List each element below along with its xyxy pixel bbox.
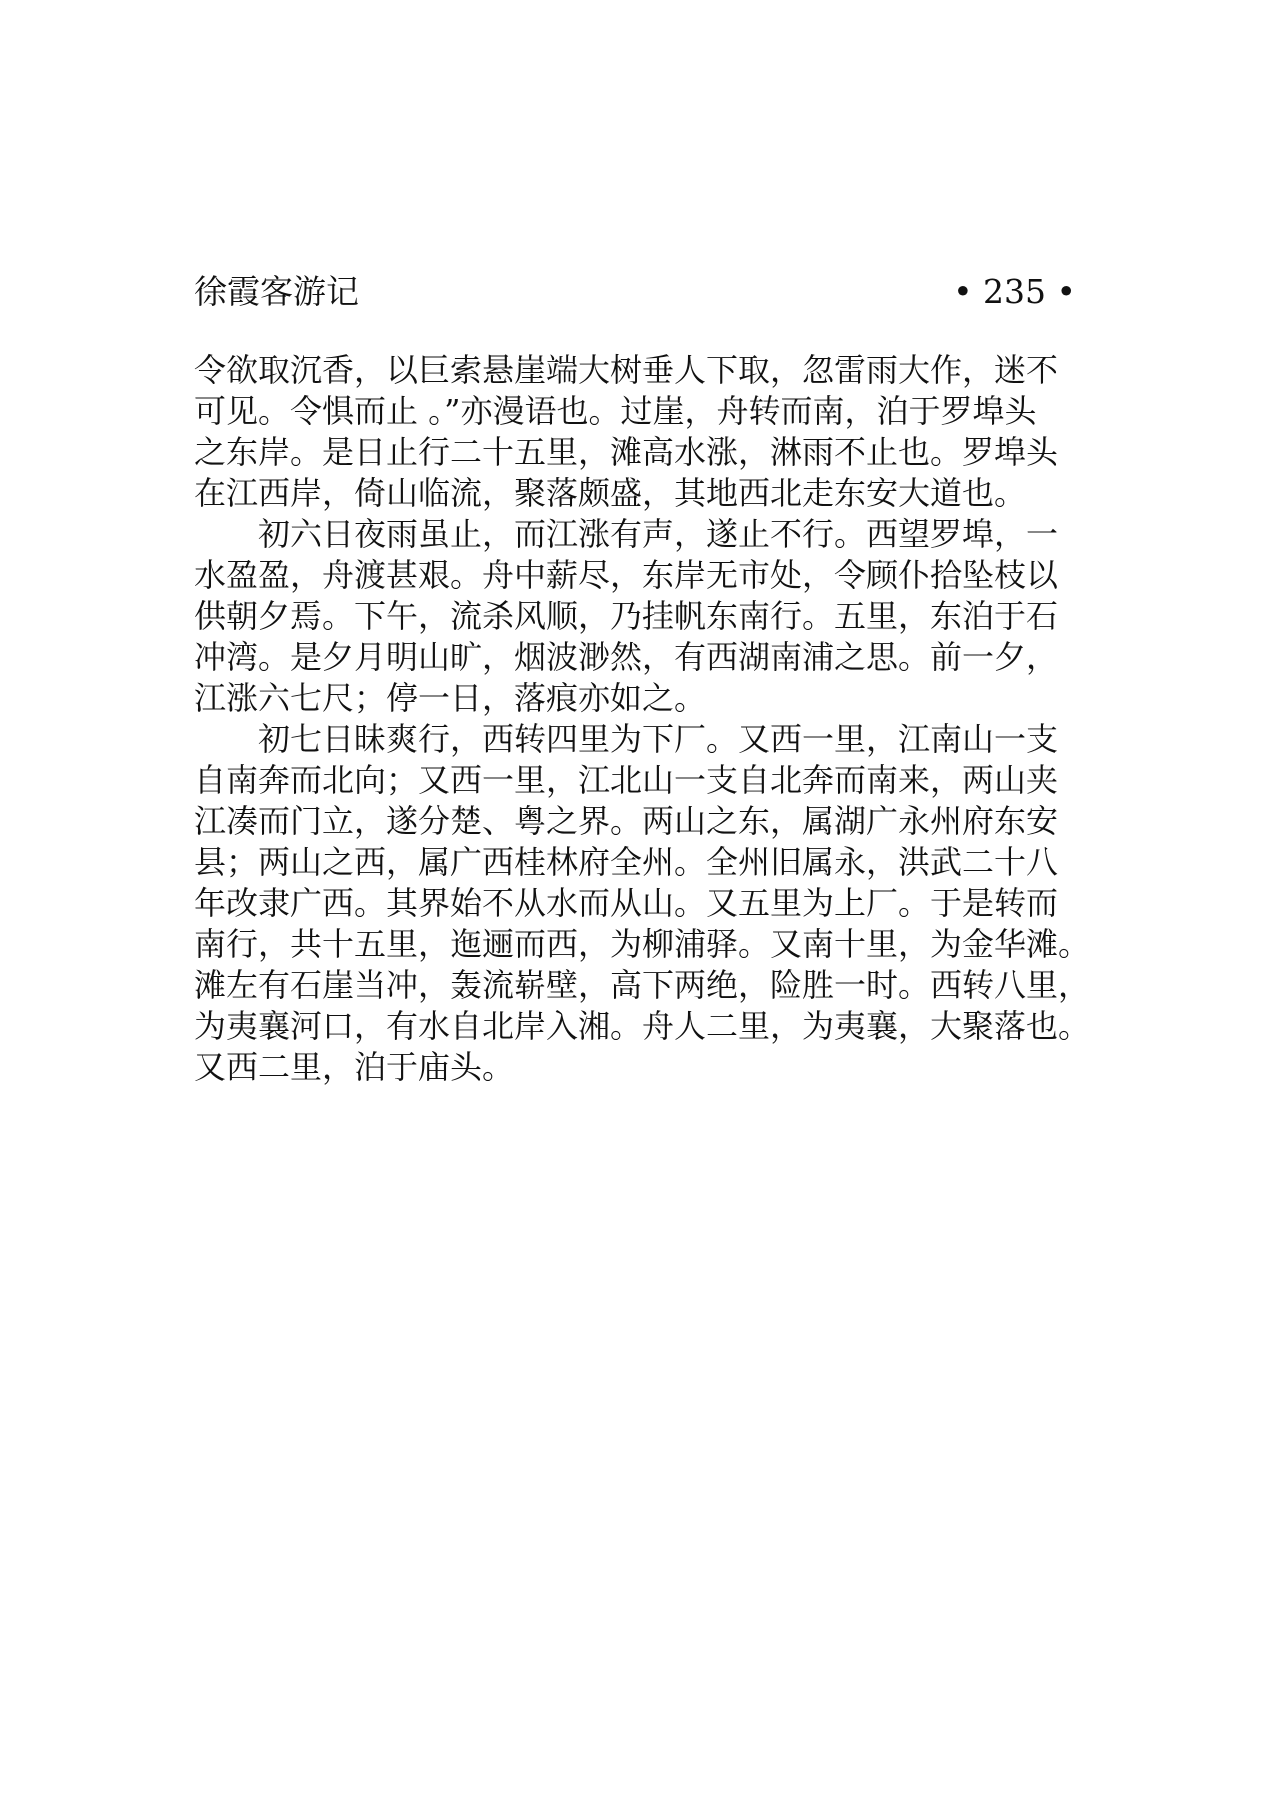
text-line: 初六日夜雨虽止，而江涨有声，遂止不行。西望罗埠，一 [194,515,1059,553]
text-line: 可见。令惧而止 。”亦漫语也。过崖，舟转而南，泊于罗埠头 [194,392,1037,430]
text-line: 县；两山之西，属广西桂林府全州。全州旧属永，洪武二十八 [194,843,1059,881]
book-title: 徐霞客游记 [194,272,359,311]
text-line: 又西二里，泊于庙头。 [194,1048,515,1086]
page-number: • 235 • [953,272,1076,311]
text-line: 南行，共十五里，迤逦而西，为柳浦驿。又南十里，为金华滩。 [194,925,1091,963]
text-line: 之东岸。是日止行二十五里，滩高水涨，淋雨不止也。罗埠头 [194,433,1059,471]
text-line: 滩左有石崖当冲，轰流崭壁，高下两绝，险胜一时。西转八里， [194,966,1091,1004]
text-line: 令欲取沉香，以巨索悬崖端大树垂人下取，忽雷雨大作，迷不 [194,351,1059,389]
text-line: 初七日昧爽行，西转四里为下厂。又西一里，江南山一支 [194,720,1059,758]
text-line: 自南奔而北向；又西一里，江北山一支自北奔而南来，两山夹 [194,761,1059,799]
text-line: 江涨六七尺；停一日，落痕亦如之。 [194,679,707,717]
text-line: 为夷襄河口，有水自北岸入湘。舟人二里，为夷襄，大聚落也。 [194,1007,1091,1045]
text-line: 冲湾。是夕月明山旷，烟波渺然，有西湖南浦之思。前一夕， [194,638,1059,676]
paragraph-1 [194,350,1094,514]
text-line: 水盈盈，舟渡甚艰。舟中薪尽，东岸无市处，令顾仆拾坠枝以 [194,556,1059,594]
text-line: 江凑而门立，遂分楚、粤之界。两山之东，属湖广永州府东安 [194,802,1059,840]
running-header [194,270,1076,314]
text-line: 年改隶广西。其界始不从水而从山。又五里为上厂。于是转而 [194,884,1059,922]
text-line: 在江西岸，倚山临流，聚落颇盛，其地西北走东安大道也。 [194,474,1027,512]
text-line: 供朝夕焉。下午，流杀风顺，乃挂帆东南行。五里，东泊于石 [194,597,1059,635]
paragraph-3 [194,719,1094,1088]
body-text [194,350,1094,1088]
paragraph-2 [194,514,1094,719]
